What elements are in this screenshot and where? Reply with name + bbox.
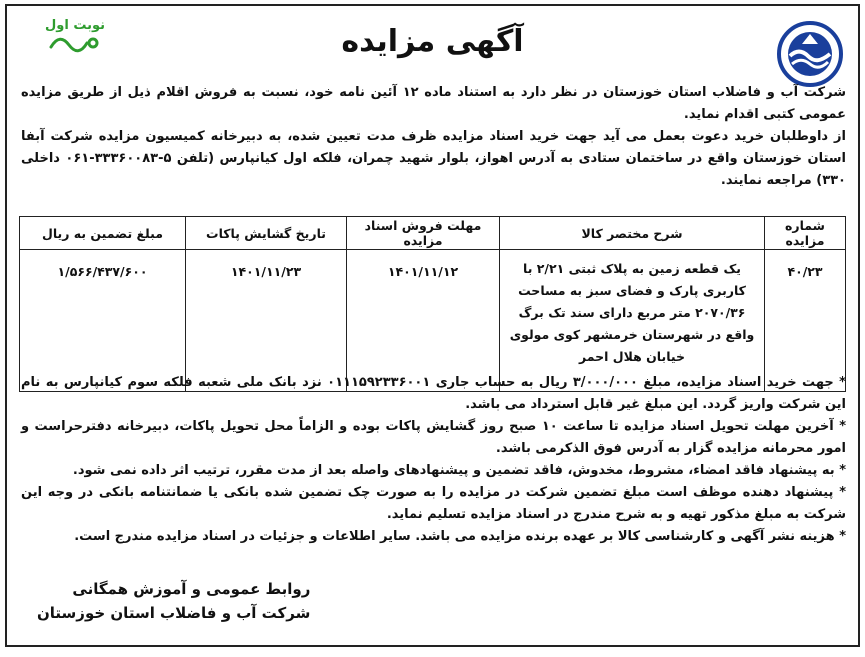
header-deadline: مهلت فروش اسناد مزایده: [347, 217, 500, 250]
signature-block: [37, 577, 310, 625]
note-item: * جهت خرید اسناد مزایده، مبلغ ۳/۰۰۰/۰۰۰ ریال به حساب جاری ۰۱۱۱۵۹۲۳۳۶۰۰۱ نزد بانک ملی شعبه فلکه سوم کیانپارس به نام این شرکت واریز گردد. این مبلغ غیر قابل استرداد می باشد.: [21, 375, 846, 412]
auction-table: [19, 216, 846, 392]
page-title: آگهی مزایده: [341, 24, 524, 59]
intro-paragraph: شرکت آب و فاضلاب استان خوزستان در نظر دارد به استناد ماده ۱۲ آئین نامه خود، نسبت به فروش اقلام ذیل از طریق مزایده عمومی کتبی اقدام نماید.: [21, 85, 846, 122]
header-guarantee: مبلغ تضمین به ریال: [20, 217, 186, 250]
header-opening: تاریخ گشایش پاکات: [186, 217, 347, 250]
table-header-row: [20, 217, 846, 250]
first-round-label: نوبت اول: [44, 18, 106, 33]
auction-notice: [5, 4, 860, 647]
intro-paragraph: از داوطلبان خرید دعوت بعمل می آید جهت خرید اسناد مزایده ظرف مدت تعیین شده، به دبیرخانه کمیسیون مزایده شرکت آبفا استان خوزستان واقع در ساختمان ستادی به آدرس اهواز، بلوار شهید چمران، فلکه اول کیانپارس (تلفن ۵-۳۳۳۶۰۰۸۳-۰۶۱ داخلی ۳۳۰) مراجعه نمایند.: [21, 129, 847, 188]
note-item: * پیشنهاد دهنده موظف است مبلغ تضمین شرکت در مزایده را به صورت چک تضمین شده بانکی یا ضمانتنامه بانکی در وجه این شرکت به مبلغ مذکور تهیه و به شرح مندرج در اسناد مزایده تسلیم نماید.: [21, 485, 846, 522]
table-row: [20, 250, 846, 392]
cell-description: یک قطعه زمین به پلاک ثبتی ۲/۲۱ با کاربری پارک و فضای سبز به مساحت ۲۰۷۰/۳۶ متر مربع دارای سند تک برگ واقع در شهرستان خرمشهر کوی مولوی خیابان هلال احمر: [500, 250, 765, 392]
signature-line: شرکت آب و فاضلاب استان خوزستان: [37, 604, 311, 622]
note-item: * هزینه نشر آگهی و کارشناسی کالا بر عهده برنده مزایده می باشد. سایر اطلاعات و جزئیات در اسناد مزایده مندرج است.: [74, 529, 846, 544]
note-item: * به پیشنهاد فاقد امضاء، مشروط، مخدوش، فاقد تضمین و پیشنهادهای واصله بعد از مدت مقرر، ترتیب اثر داده نمی شود.: [72, 463, 846, 478]
note-item: * آخرین مهلت تحویل اسناد مزایده تا ساعت ۱۰ صبح روز گشایش پاکات بوده و الزاماً محل تحویل پاکات، دبیرخانه دفترحراست و امور محرمانه مزایده گزار به آدرس فوق الذکرمی باشد.: [21, 419, 846, 456]
signature-line: روابط عمومی و آموزش همگانی: [72, 580, 311, 598]
cell-deadline: ۱۴۰۱/۱۱/۱۲: [347, 250, 500, 392]
cell-number: ۴۰/۲۳: [765, 250, 846, 392]
intro-text: [21, 82, 846, 192]
header-number: شماره مزایده: [765, 217, 846, 250]
notes-list: [21, 372, 846, 548]
header-description: شرح مختصر کالا: [500, 217, 765, 250]
cell-opening: ۱۴۰۱/۱۱/۲۳: [186, 250, 347, 392]
cell-guarantee: ۱/۵۶۶/۴۳۷/۶۰۰: [20, 250, 186, 392]
